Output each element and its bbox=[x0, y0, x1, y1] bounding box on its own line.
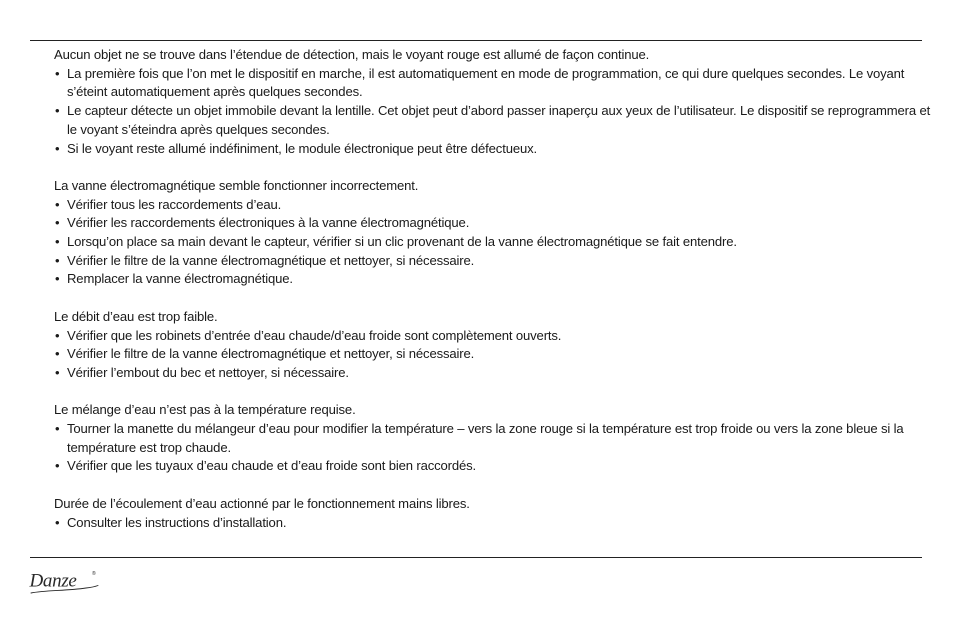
item-list bbox=[54, 420, 934, 476]
item-list bbox=[54, 327, 934, 383]
section-heading: Durée de l’écoulement d’eau actionné par le fonctionnement mains libres. bbox=[54, 495, 470, 511]
list-item: • Vérifier tous les raccordements d’eau. bbox=[54, 196, 934, 215]
section-heading: Aucun objet ne se trouve dans l’étendue de détection, mais le voyant rouge est allumé de façon continue. bbox=[54, 47, 650, 62]
list-item: • Vérifier le filtre de la vanne électromagnétique et nettoyer, si nécessaire. bbox=[54, 345, 934, 364]
section-low-flow bbox=[54, 308, 934, 383]
registered-mark: ® bbox=[92, 571, 96, 577]
list-item: • Si le voyant reste allumé indéfiniment, le module électronique peut être défectueux. bbox=[54, 140, 934, 159]
list-item: • Consulter les instructions d’installation. bbox=[54, 514, 934, 533]
item-list bbox=[54, 196, 934, 290]
list-item: • Tourner la manette du mélangeur d’eau pour modifier la température – vers la zone rouge si la température est trop froide ou vers la zone bleue si la température est trop chaude. bbox=[54, 420, 934, 457]
danze-logo bbox=[28, 565, 100, 599]
list-item: • La première fois que l’on met le dispositif en marche, il est automatiquement en mode de programmation, ce qui dure quelques secondes. Le voyant s’éteint automatiquement après quelques secondes. bbox=[54, 65, 934, 102]
list-item: • Vérifier que les robinets d’entrée d’eau chaude/d’eau froide sont complètement ouverts. bbox=[54, 327, 934, 346]
troubleshooting-content bbox=[54, 46, 934, 532]
list-item: • Vérifier le filtre de la vanne électromagnétique et nettoyer, si nécessaire. bbox=[54, 252, 934, 271]
list-item: • Vérifier l’embout du bec et nettoyer, si nécessaire. bbox=[54, 364, 934, 383]
section-red-light bbox=[54, 46, 934, 158]
section-heading: Le débit d’eau est trop faible. bbox=[54, 308, 218, 324]
item-list bbox=[54, 65, 934, 159]
list-item: • Vérifier les raccordements électroniques à la vanne électromagnétique. bbox=[54, 214, 934, 233]
list-item: • Le capteur détecte un objet immobile devant la lentille. Cet objet peut d’abord passer inaperçu aux yeux de l’utilisateur. Le dispositif se reprogrammera et le voyant s’éteindra après quelques secondes. bbox=[54, 102, 934, 139]
top-rule bbox=[30, 40, 922, 41]
list-item: • Lorsqu’on place sa main devant le capteur, vérifier si un clic provenant de la vanne électromagnétique se fait entendre. bbox=[54, 233, 934, 252]
section-heading: La vanne électromagnétique semble fonctionner incorrectement. bbox=[54, 177, 419, 193]
item-list bbox=[54, 514, 934, 533]
list-item: • Remplacer la vanne électromagnétique. bbox=[54, 270, 934, 289]
section-heading: Le mélange d’eau n’est pas à la température requise. bbox=[54, 402, 356, 418]
section-temperature bbox=[54, 401, 934, 476]
bottom-rule bbox=[30, 557, 922, 558]
list-item: • Vérifier que les tuyaux d’eau chaude et d’eau froide sont bien raccordés. bbox=[54, 457, 934, 476]
logo-wordmark: Danze bbox=[29, 570, 77, 592]
danze-logo-mark bbox=[28, 565, 100, 599]
section-flow-duration bbox=[54, 495, 934, 532]
section-solenoid-valve bbox=[54, 177, 934, 289]
